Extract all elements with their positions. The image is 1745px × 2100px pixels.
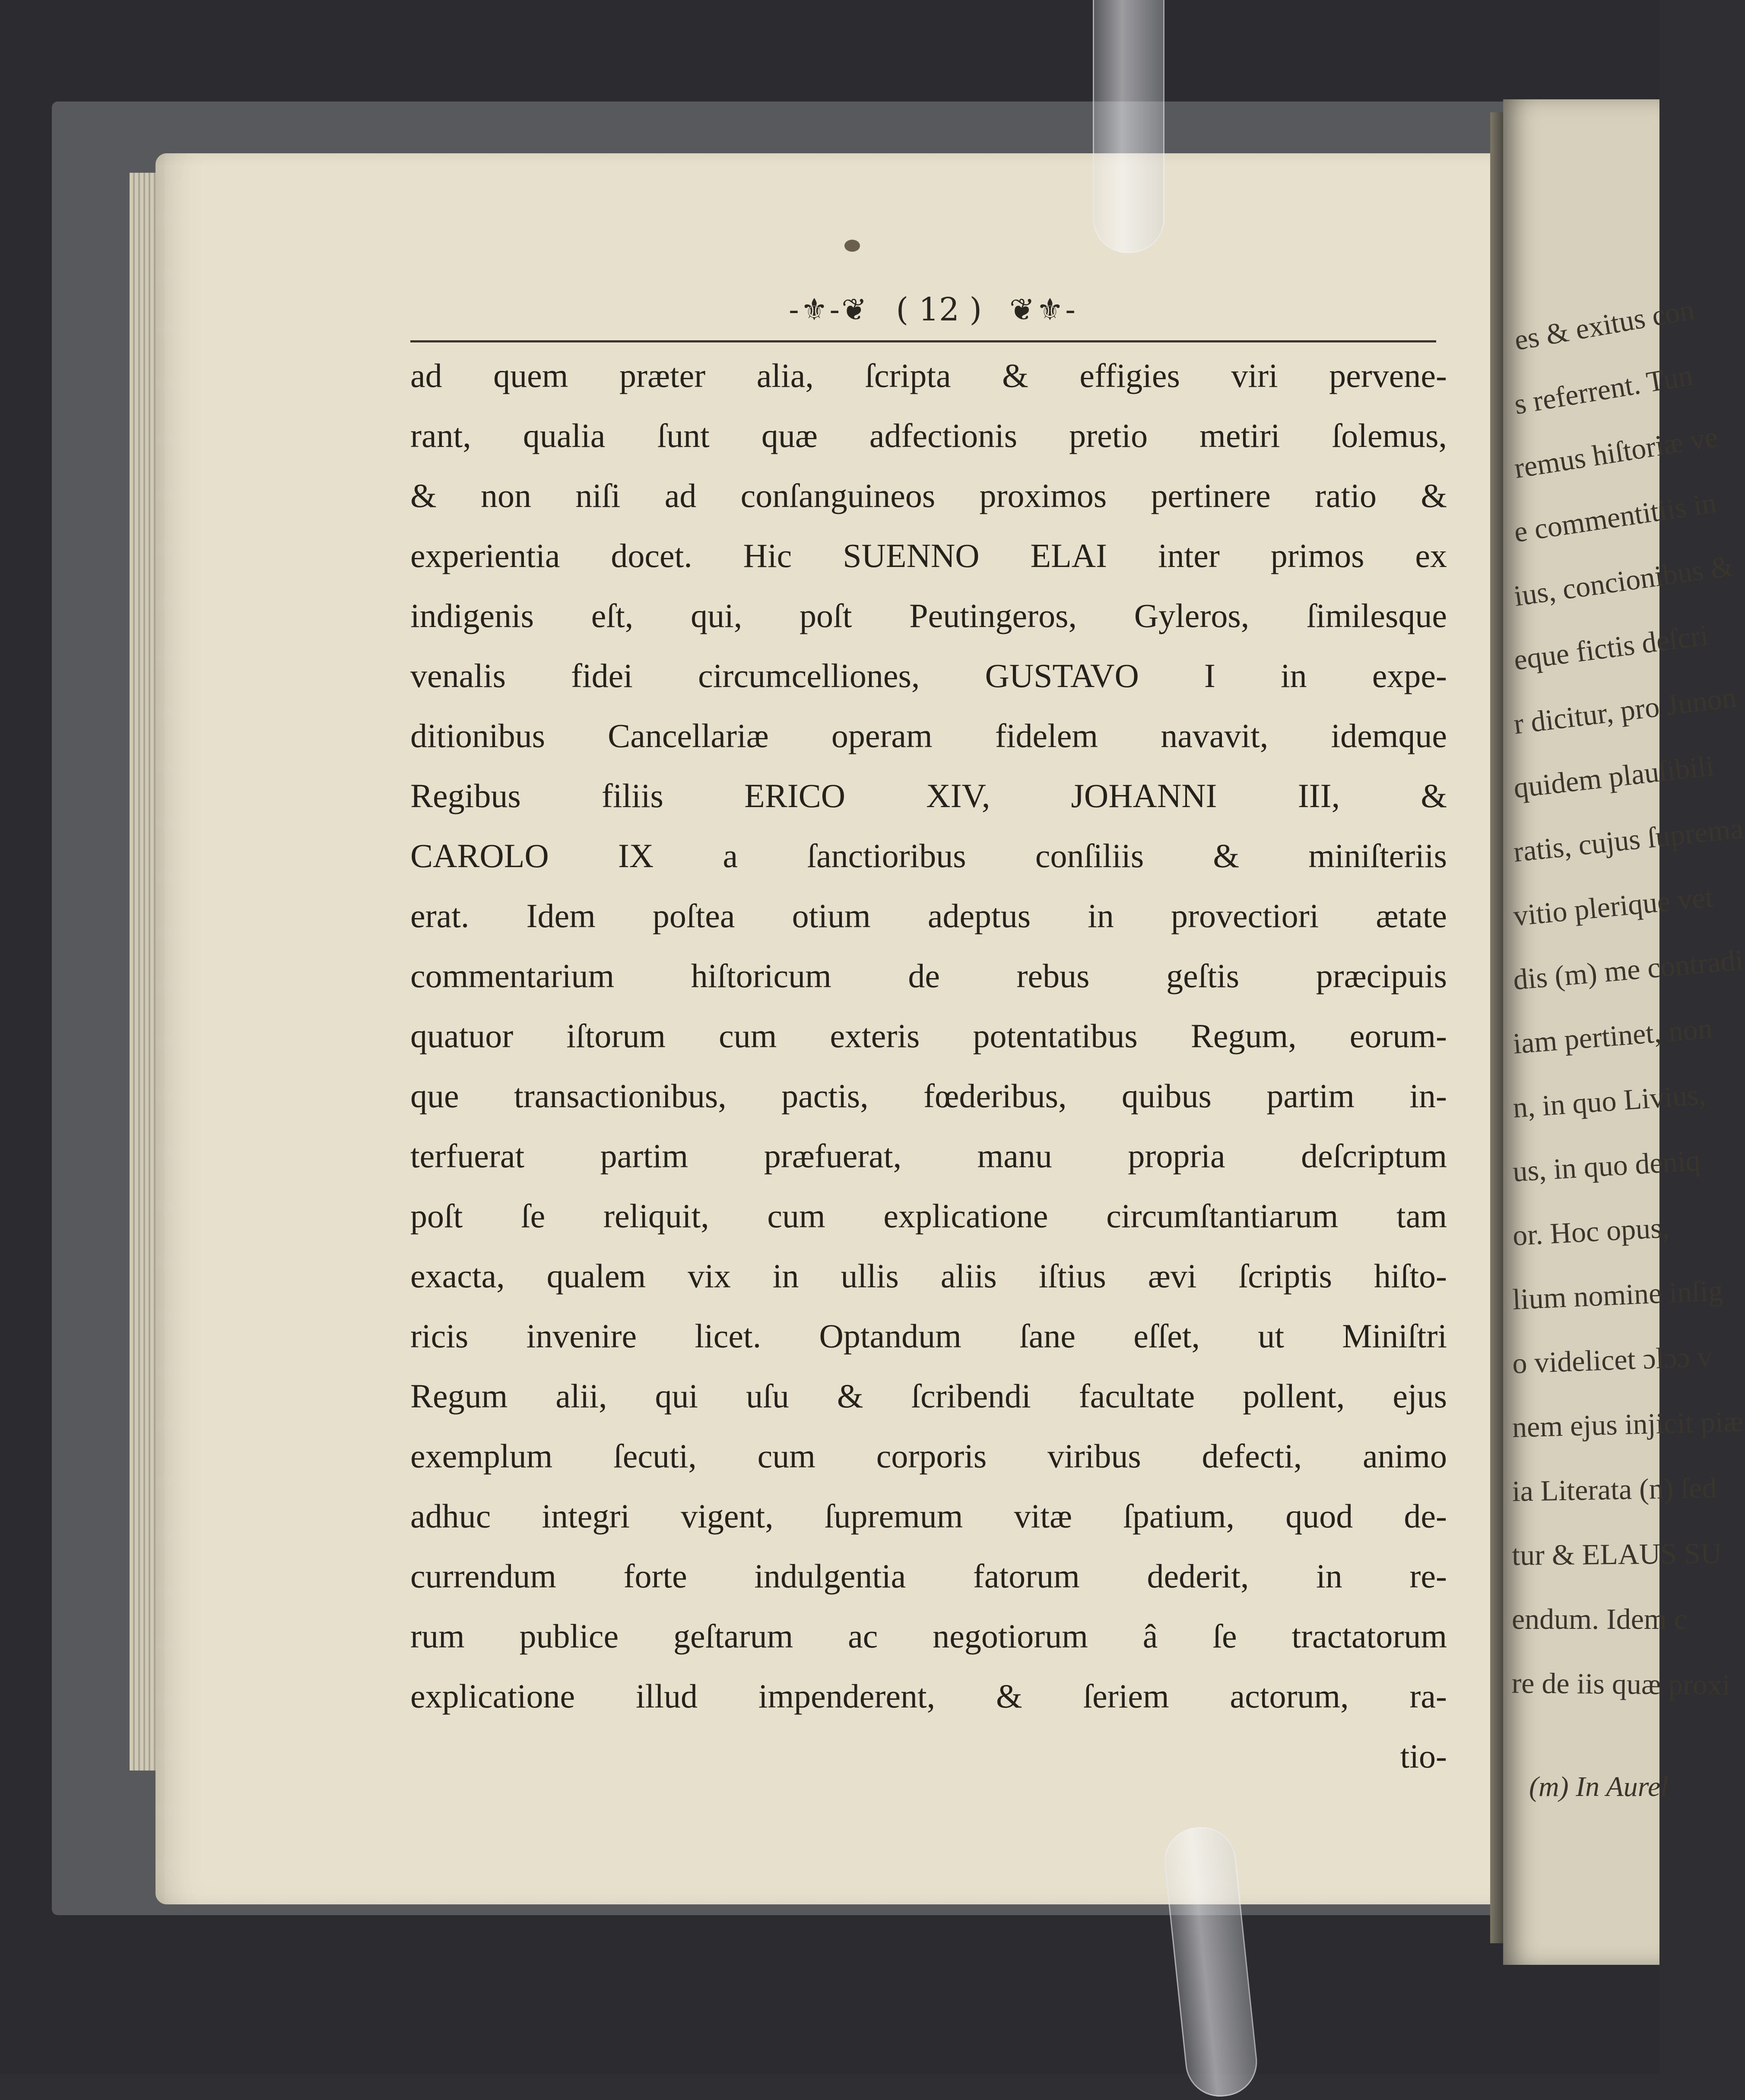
text-line: Regum alii, qui uſu & ſcribendi facultate pollent, ejus bbox=[410, 1377, 1447, 1415]
facing-text-line: ratis, cujus ſuprema bbox=[1512, 811, 1745, 868]
facing-text-line: nem ejus injicit piæ bbox=[1512, 1405, 1744, 1444]
facing-text-line: dis (m) me contradi bbox=[1512, 943, 1745, 996]
text-line: CAROLO IX a ſanctioribus conſiliis & miniſteriis bbox=[410, 837, 1447, 874]
facing-text-line: re de iis quæ proxi bbox=[1511, 1666, 1731, 1701]
facing-text-line: ia Literata (n) ſed bbox=[1512, 1471, 1717, 1508]
facing-text-line: us, in quo deniq bbox=[1512, 1143, 1701, 1188]
text-line: quatuor iſtorum cum exteris potentatibus Regum, eorum- bbox=[410, 1017, 1447, 1055]
facing-text-line: lium nomine inſig bbox=[1512, 1273, 1724, 1316]
facing-text-line: iam pertinet, non bbox=[1512, 1011, 1714, 1060]
facing-text-line: tur & ELAUS SU bbox=[1512, 1536, 1722, 1571]
facing-text-line: s referrent. Tun bbox=[1512, 358, 1695, 421]
facing-text-line: o videlicet ɔlɔɔ v bbox=[1512, 1340, 1713, 1380]
text-line: poſt ſe reliquit, cum explicatione circumſtantiarum tam bbox=[410, 1197, 1447, 1235]
body-text bbox=[410, 345, 1447, 1786]
text-line: currendum forte indulgentia fatorum dederit, in re- bbox=[410, 1557, 1447, 1595]
facing-text-line: es & exitus con bbox=[1512, 292, 1697, 357]
facing-text-line: r dicitur, pro Junon bbox=[1512, 680, 1739, 741]
text-line: explicatione illud impenderent, & ſeriem actorum, ra- bbox=[410, 1677, 1447, 1715]
ornament-left-icon: -⚜-❦ bbox=[789, 291, 869, 327]
facing-page bbox=[1503, 99, 1745, 1965]
text-line: adhuc integri vigent, ſupremum vitæ ſpatium, quod de- bbox=[410, 1497, 1447, 1535]
catchword: tio- bbox=[1400, 1737, 1447, 1775]
text-line: ad quem præter alia, ſcripta & effigies viri pervene- bbox=[410, 357, 1447, 394]
facing-text-line: or. Hoc opus, bbox=[1512, 1211, 1670, 1252]
header-rule bbox=[410, 340, 1436, 342]
text-line: terfuerat partim præfuerat, manu propria deſcriptum bbox=[410, 1137, 1447, 1175]
page-number: ( 12 ) bbox=[896, 291, 982, 328]
facing-text-line: eque fictis deſcri bbox=[1512, 618, 1710, 677]
facing-text-line: ius, concionibus & bbox=[1512, 549, 1735, 613]
text-line: que transactionibus, pactis, fœderibus, quibus partim in- bbox=[410, 1077, 1447, 1115]
facing-text-line: e commentitiis in bbox=[1512, 486, 1719, 549]
facing-text-line: endum. Idem c bbox=[1512, 1603, 1687, 1635]
facing-text-line: quidem plauſibili bbox=[1512, 749, 1716, 805]
text-line: & non niſi ad conſanguineos proximos pertinere ratio & bbox=[410, 477, 1447, 514]
text-line: rum publice geſtarum ac negotiorum â ſe tractatorum bbox=[410, 1617, 1447, 1655]
text-line: rant, qualia ſunt quæ adfectionis pretio metiri ſolemus, bbox=[410, 417, 1447, 454]
text-line: ditionibus Cancellariæ operam fidelem navavit, idemque bbox=[410, 717, 1447, 754]
page-header bbox=[760, 288, 1106, 336]
text-line: Regibus filiis ERICO XIV, JOHANNI III, & bbox=[410, 777, 1447, 814]
facing-text-line: n, in quo Livius, bbox=[1512, 1077, 1707, 1124]
facing-text-line: remus hiſtoriæ ve bbox=[1512, 420, 1720, 485]
text-line: ricis invenire licet. Optandum ſane eſſet, ut Miniſtri bbox=[410, 1317, 1447, 1355]
ink-spot bbox=[844, 240, 860, 252]
page-clip-top bbox=[1093, 0, 1164, 253]
text-line: exacta, qualem vix in ullis aliis iſtius ævi ſcriptis hiſto- bbox=[410, 1257, 1447, 1295]
text-line: venalis fidei circumcelliones, GUSTAVO I in expe- bbox=[410, 657, 1447, 694]
text-line: exemplum ſecuti, cum corporis viribus defecti, animo bbox=[410, 1437, 1447, 1475]
facing-footnote: (m) In Aurel bbox=[1529, 1771, 1669, 1802]
text-line: indigenis eſt, qui, poſt Peutingeros, Gyleros, ſimilesque bbox=[410, 597, 1447, 634]
text-line: commentarium hiſtoricum de rebus geſtis præcipuis bbox=[410, 957, 1447, 995]
text-line: erat. Idem poſtea otium adeptus in provectiori ætate bbox=[410, 897, 1447, 934]
facing-text-line: vitio plerique vet bbox=[1512, 880, 1715, 932]
text-line: experientia docet. Hic SUENNO ELAI inter primos ex bbox=[410, 537, 1447, 574]
ornament-right-icon: ❦⚜- bbox=[1009, 291, 1077, 327]
